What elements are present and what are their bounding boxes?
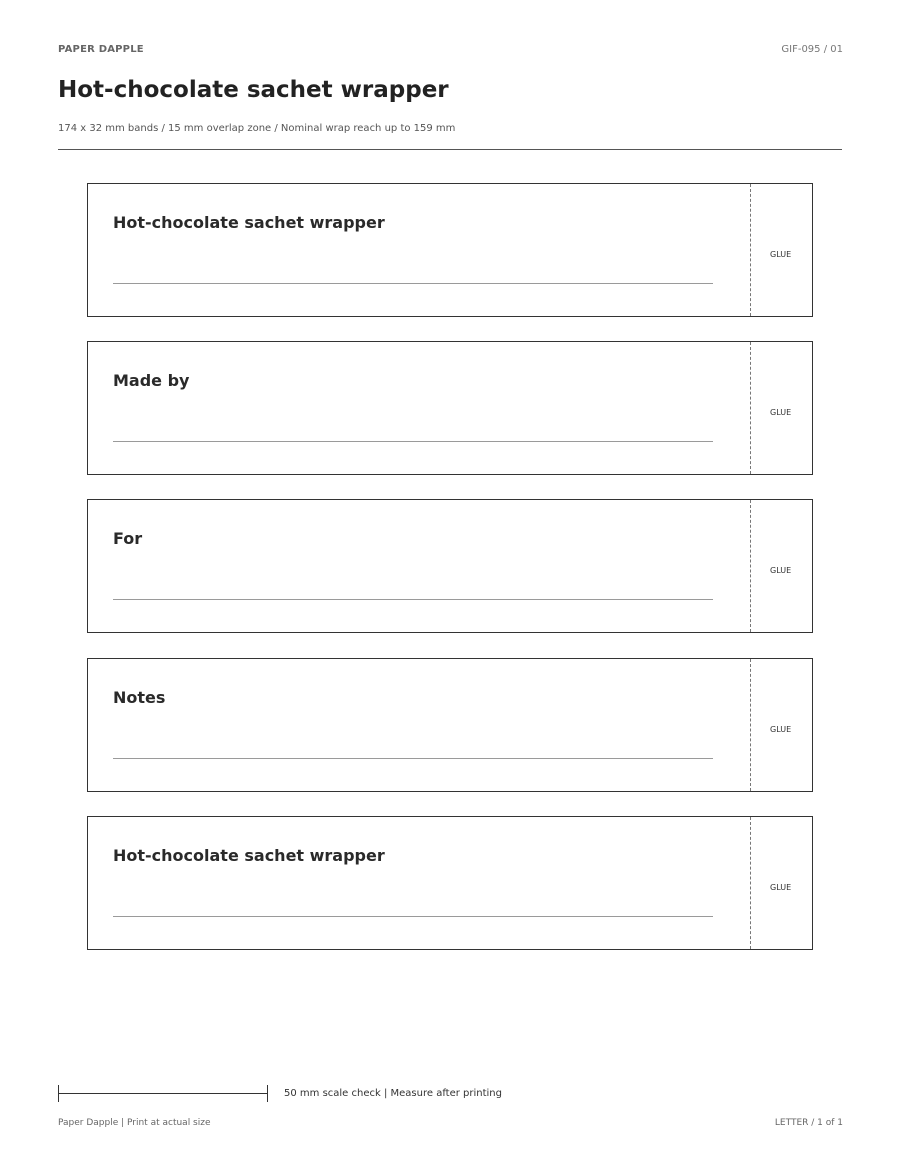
band-label: Made by bbox=[113, 371, 190, 390]
brand-name: PAPER DAPPLE bbox=[58, 44, 144, 55]
scale-bar-line bbox=[58, 1093, 268, 1094]
glue-label: GLUE bbox=[770, 250, 792, 259]
glue-label: GLUE bbox=[770, 883, 792, 892]
sheet-code: GIF-095 / 01 bbox=[781, 44, 843, 55]
page-title: Hot-chocolate sachet wrapper bbox=[58, 77, 449, 103]
write-line bbox=[113, 441, 713, 442]
fold-line bbox=[750, 659, 751, 791]
glue-label: GLUE bbox=[770, 566, 792, 575]
write-line bbox=[113, 916, 713, 917]
band-label: Notes bbox=[113, 688, 166, 707]
scale-tick-end bbox=[267, 1085, 268, 1102]
write-line bbox=[113, 283, 713, 284]
wrapper-band-1 bbox=[87, 183, 813, 317]
wrapper-band-3 bbox=[87, 499, 813, 633]
wrapper-band-5 bbox=[87, 816, 813, 950]
glue-label: GLUE bbox=[770, 725, 792, 734]
band-label: Hot-chocolate sachet wrapper bbox=[113, 213, 385, 232]
header-divider bbox=[58, 149, 842, 150]
write-line bbox=[113, 599, 713, 600]
fold-line bbox=[750, 817, 751, 949]
fold-line bbox=[750, 184, 751, 316]
write-line bbox=[113, 758, 713, 759]
scale-check-bar bbox=[58, 1085, 268, 1102]
glue-label: GLUE bbox=[770, 408, 792, 417]
band-label: For bbox=[113, 529, 143, 548]
footer-credit: Paper Dapple | Print at actual size bbox=[58, 1118, 211, 1128]
page-subtitle: 174 x 32 mm bands / 15 mm overlap zone / Nominal wrap reach up to 159 mm bbox=[58, 123, 456, 134]
scale-check-text: 50 mm scale check | Measure after printing bbox=[284, 1088, 502, 1099]
footer-page-info: LETTER / 1 of 1 bbox=[774, 1118, 843, 1128]
fold-line bbox=[750, 500, 751, 632]
wrapper-band-2 bbox=[87, 341, 813, 475]
wrapper-band-4 bbox=[87, 658, 813, 792]
fold-line bbox=[750, 342, 751, 474]
band-label: Hot-chocolate sachet wrapper bbox=[113, 846, 385, 865]
